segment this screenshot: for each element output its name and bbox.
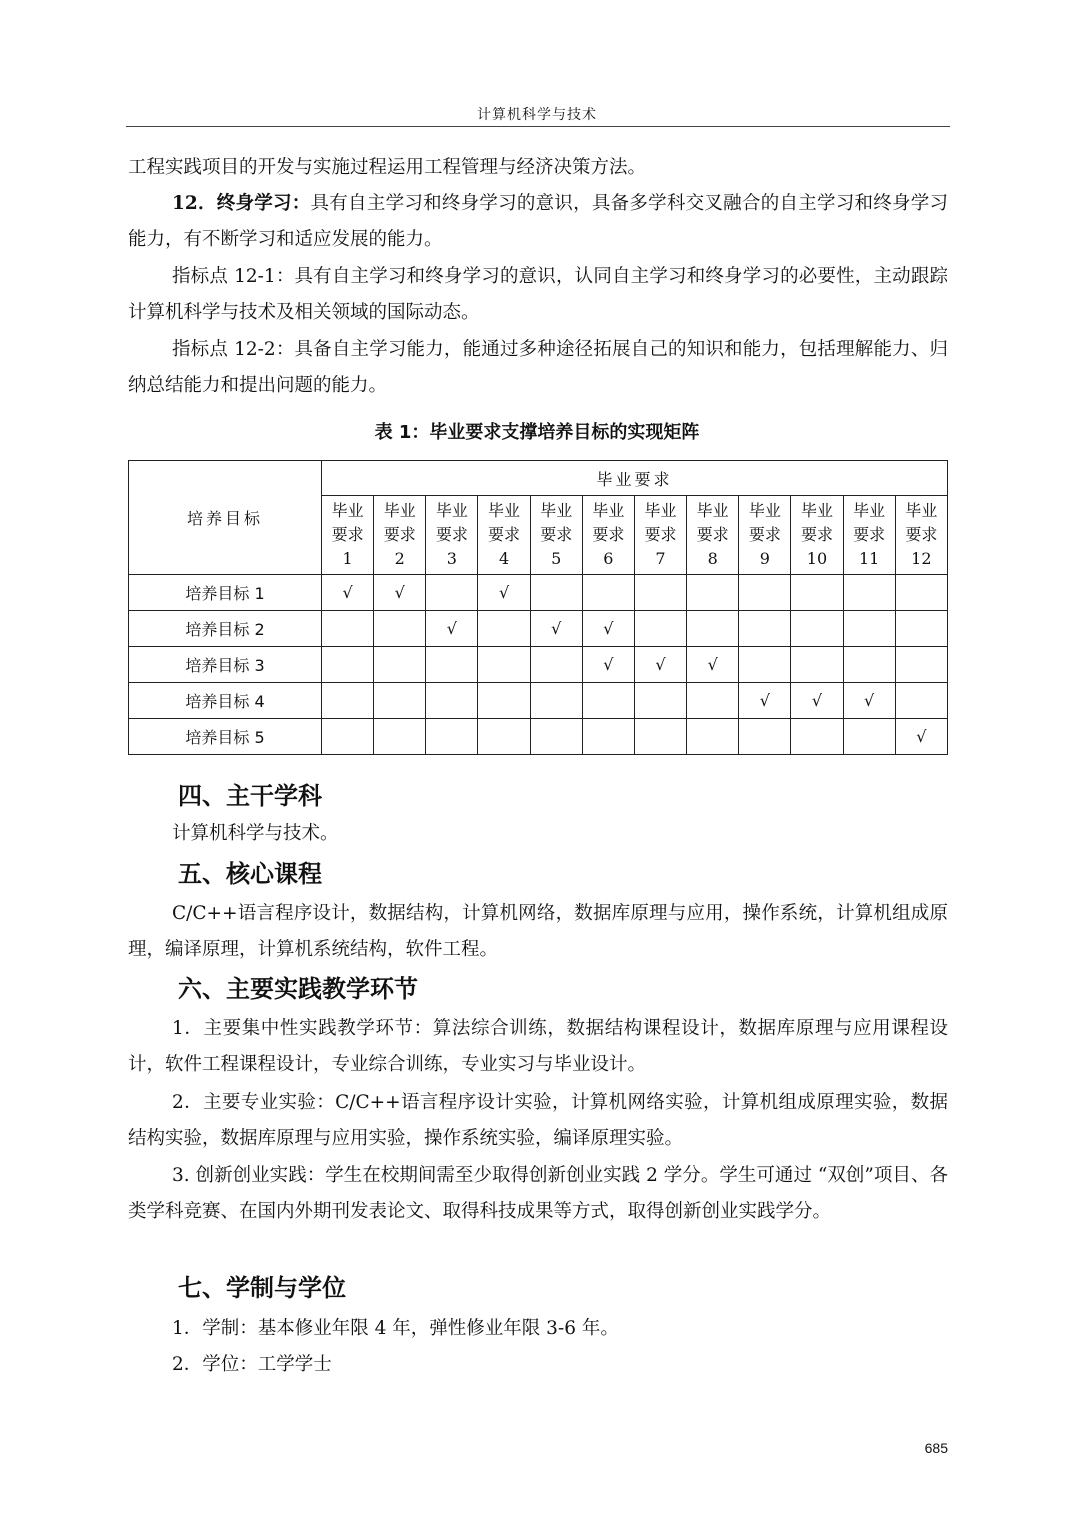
page-number: 685 — [924, 1440, 948, 1456]
requirement-header-line: 12 — [911, 549, 932, 568]
row-label-cell: 培养目标 2 — [129, 611, 322, 647]
requirement-header-cell — [530, 496, 582, 575]
section-7-title: 七、学制与学位 — [178, 1274, 346, 1302]
matrix-cell — [791, 611, 843, 647]
requirement-header-line: 要求 — [435, 525, 468, 544]
indicator-12-2: 指标点 12-2：具备自主学习能力，能通过多种途径拓展自己的知识和能力，包括理解能力、归纳总结能力和提出问题的能力。 — [128, 339, 948, 396]
matrix-cell — [739, 611, 791, 647]
section-6-item-3: 3. 创新创业实践：学生在校期间需至少取得创新创业实践 2 学分。学生可通过 “双创”项目、各类学科竞赛、在国内外期刊发表论文、取得科技成果等方式，取得创新创业实践学分。 — [128, 1165, 948, 1222]
matrix-cell: √ — [374, 575, 426, 611]
matrix-cell — [582, 719, 634, 755]
matrix-cell — [426, 683, 478, 719]
matrix-cell — [791, 719, 843, 755]
section-6-item-2: 2．主要专业实验：C/C++语言程序设计实验，计算机网络实验，计算机组成原理实验，数据结构实验，数据库原理与应用实验，操作系统实验，编译原理实验。 — [128, 1092, 948, 1149]
matrix-cell — [634, 575, 686, 611]
requirement-header-line: 毕业 — [383, 501, 416, 520]
item12-paragraph — [128, 186, 948, 258]
item12-text: 具有自主学习和终身学习的意识，具备多学科交叉融合的自主学习和终身学习能力，有不断学习和适应发展的能力。 — [128, 193, 948, 250]
matrix-cell: √ — [530, 611, 582, 647]
table-row — [129, 683, 948, 719]
matrix-cell — [478, 719, 530, 755]
group-header-cell: 毕业要求 — [322, 461, 948, 496]
requirement-header-line: 毕业 — [644, 501, 677, 520]
matrix-cell — [582, 575, 634, 611]
requirement-header-line: 要求 — [800, 525, 833, 544]
requirement-header-cell — [843, 496, 895, 575]
row-label-cell: 培养目标 5 — [129, 719, 322, 755]
requirement-header-cell — [582, 496, 634, 575]
matrix-cell — [374, 647, 426, 683]
section-5-title: 五、核心课程 — [178, 860, 322, 888]
matrix-cell — [895, 611, 947, 647]
matrix-cell: √ — [634, 647, 686, 683]
requirement-header-line: 3 — [446, 549, 457, 568]
requirement-header-line: 11 — [858, 549, 880, 568]
item12-heading: 12．终身学习： — [172, 193, 311, 214]
requirement-header-line: 毕业 — [748, 501, 781, 520]
table-row — [129, 575, 948, 611]
requirement-header-line: 要求 — [748, 525, 781, 544]
row-label-cell: 培养目标 4 — [129, 683, 322, 719]
section-7-item-1: 1．学制：基本修业年限 4 年，弹性修业年限 3-6 年。 — [172, 1318, 619, 1339]
matrix-cell — [843, 647, 895, 683]
requirement-header-line: 毕业 — [331, 501, 364, 520]
requirement-header-cell — [374, 496, 426, 575]
requirement-header-line: 要求 — [331, 525, 364, 544]
matrix-cell: √ — [426, 611, 478, 647]
requirement-header-line: 毕业 — [905, 501, 938, 520]
matrix-cell — [895, 647, 947, 683]
running-head: 计算机科学与技术 — [477, 107, 597, 123]
requirement-header-line: 1 — [342, 549, 353, 568]
matrix-cell — [322, 611, 374, 647]
matrix-cell: √ — [791, 683, 843, 719]
requirement-header-line: 10 — [806, 549, 828, 568]
requirement-header-line: 毕业 — [696, 501, 729, 520]
matrix-cell — [687, 575, 739, 611]
matrix-cell — [895, 575, 947, 611]
requirement-header-line: 要求 — [592, 525, 625, 544]
requirement-header-cell — [791, 496, 843, 575]
requirement-header-cell — [895, 496, 947, 575]
matrix-cell — [322, 719, 374, 755]
requirement-header-line: 要求 — [905, 525, 938, 544]
matrix-cell — [582, 683, 634, 719]
requirement-header-line: 7 — [655, 549, 666, 568]
requirement-header-line: 要求 — [488, 525, 521, 544]
matrix-cell — [374, 611, 426, 647]
table-row — [129, 647, 948, 683]
matrix-cell — [530, 683, 582, 719]
matrix-cell — [687, 611, 739, 647]
requirement-header-line: 要求 — [540, 525, 573, 544]
row-label-cell: 培养目标 3 — [129, 647, 322, 683]
section-7-item-2: 2．学位：工学学士 — [172, 1354, 332, 1375]
matrix-cell: √ — [739, 683, 791, 719]
matrix-body — [129, 461, 948, 755]
requirement-header-cell — [322, 496, 374, 575]
requirement-header-line: 要求 — [853, 525, 886, 544]
matrix-cell: √ — [478, 575, 530, 611]
matrix-cell — [791, 647, 843, 683]
indicator-12-1: 指标点 12-1：具有自主学习和终身学习的意识，认同自主学习和终身学习的必要性，主动跟踪计算机科学与技术及相关领域的国际动态。 — [128, 266, 948, 323]
matrix-cell — [374, 719, 426, 755]
requirement-header-line: 2 — [394, 549, 405, 568]
matrix-cell: √ — [582, 611, 634, 647]
requirement-header-cell — [426, 496, 478, 575]
section-5-text: C/C++语言程序设计，数据结构，计算机网络，数据库原理与应用，操作系统，计算机组成原理，编译原理，计算机系统结构，软件工程。 — [128, 903, 948, 960]
matrix-cell — [322, 647, 374, 683]
requirement-header-line: 要求 — [383, 525, 416, 544]
requirement-header-line: 毕业 — [435, 501, 468, 520]
continuation-paragraph: 工程实践项目的开发与实施过程运用工程管理与经济决策方法。 — [128, 157, 647, 178]
matrix-cell — [739, 647, 791, 683]
section-4-title: 四、主干学科 — [178, 782, 322, 810]
table-row — [129, 611, 948, 647]
matrix-cell — [426, 719, 478, 755]
matrix-cell — [530, 647, 582, 683]
matrix-cell: √ — [895, 719, 947, 755]
matrix-cell — [739, 719, 791, 755]
matrix-cell — [739, 575, 791, 611]
matrix-cell — [843, 611, 895, 647]
matrix-cell: √ — [687, 647, 739, 683]
section-6-item-1: 1．主要集中性实践教学环节：算法综合训练，数据结构课程设计，数据库原理与应用课程设计，软件工程课程设计，专业综合训练，专业实习与毕业设计。 — [128, 1018, 948, 1075]
requirement-header-cell — [687, 496, 739, 575]
matrix-cell — [322, 683, 374, 719]
matrix-cell: √ — [843, 683, 895, 719]
requirement-header-cell — [739, 496, 791, 575]
requirements-matrix-table — [128, 460, 948, 755]
requirement-header-line: 要求 — [644, 525, 677, 544]
table-title: 表 1：毕业要求支撑培养目标的实现矩阵 — [374, 422, 700, 443]
matrix-cell — [478, 683, 530, 719]
table-header-row — [129, 461, 948, 496]
requirement-header-line: 要求 — [696, 525, 729, 544]
requirement-header-line: 毕业 — [853, 501, 886, 520]
matrix-cell — [687, 683, 739, 719]
requirement-header-line: 毕业 — [592, 501, 625, 520]
requirement-header-line: 4 — [498, 549, 510, 568]
matrix-cell — [634, 719, 686, 755]
matrix-cell: √ — [582, 647, 634, 683]
requirement-header-cell — [478, 496, 530, 575]
matrix-cell — [478, 647, 530, 683]
requirement-header-line: 毕业 — [488, 501, 521, 520]
table-row — [129, 719, 948, 755]
matrix-cell — [634, 683, 686, 719]
matrix-cell — [530, 719, 582, 755]
matrix-cell — [478, 611, 530, 647]
matrix-cell: √ — [322, 575, 374, 611]
matrix-cell — [374, 683, 426, 719]
matrix-cell — [895, 683, 947, 719]
matrix-cell — [530, 575, 582, 611]
matrix-cell — [634, 611, 686, 647]
matrix-cell — [843, 575, 895, 611]
row-header-cell: 培养目标 — [129, 461, 322, 575]
requirement-header-line: 毕业 — [800, 501, 833, 520]
requirement-header-cell — [634, 496, 686, 575]
requirement-header-line: 毕业 — [540, 501, 573, 520]
matrix-cell — [791, 575, 843, 611]
requirement-header-line: 8 — [707, 549, 718, 568]
row-label-cell: 培养目标 1 — [129, 575, 322, 611]
requirement-header-line: 5 — [551, 549, 562, 568]
section-4-text: 计算机科学与技术。 — [172, 823, 339, 844]
matrix-cell — [687, 719, 739, 755]
matrix-cell — [426, 647, 478, 683]
section-6-title: 六、主要实践教学环节 — [178, 975, 418, 1003]
requirement-header-line: 9 — [759, 549, 770, 568]
matrix-cell — [843, 719, 895, 755]
requirement-header-line: 6 — [603, 549, 614, 568]
matrix-cell — [426, 575, 478, 611]
header-rule — [126, 126, 950, 127]
